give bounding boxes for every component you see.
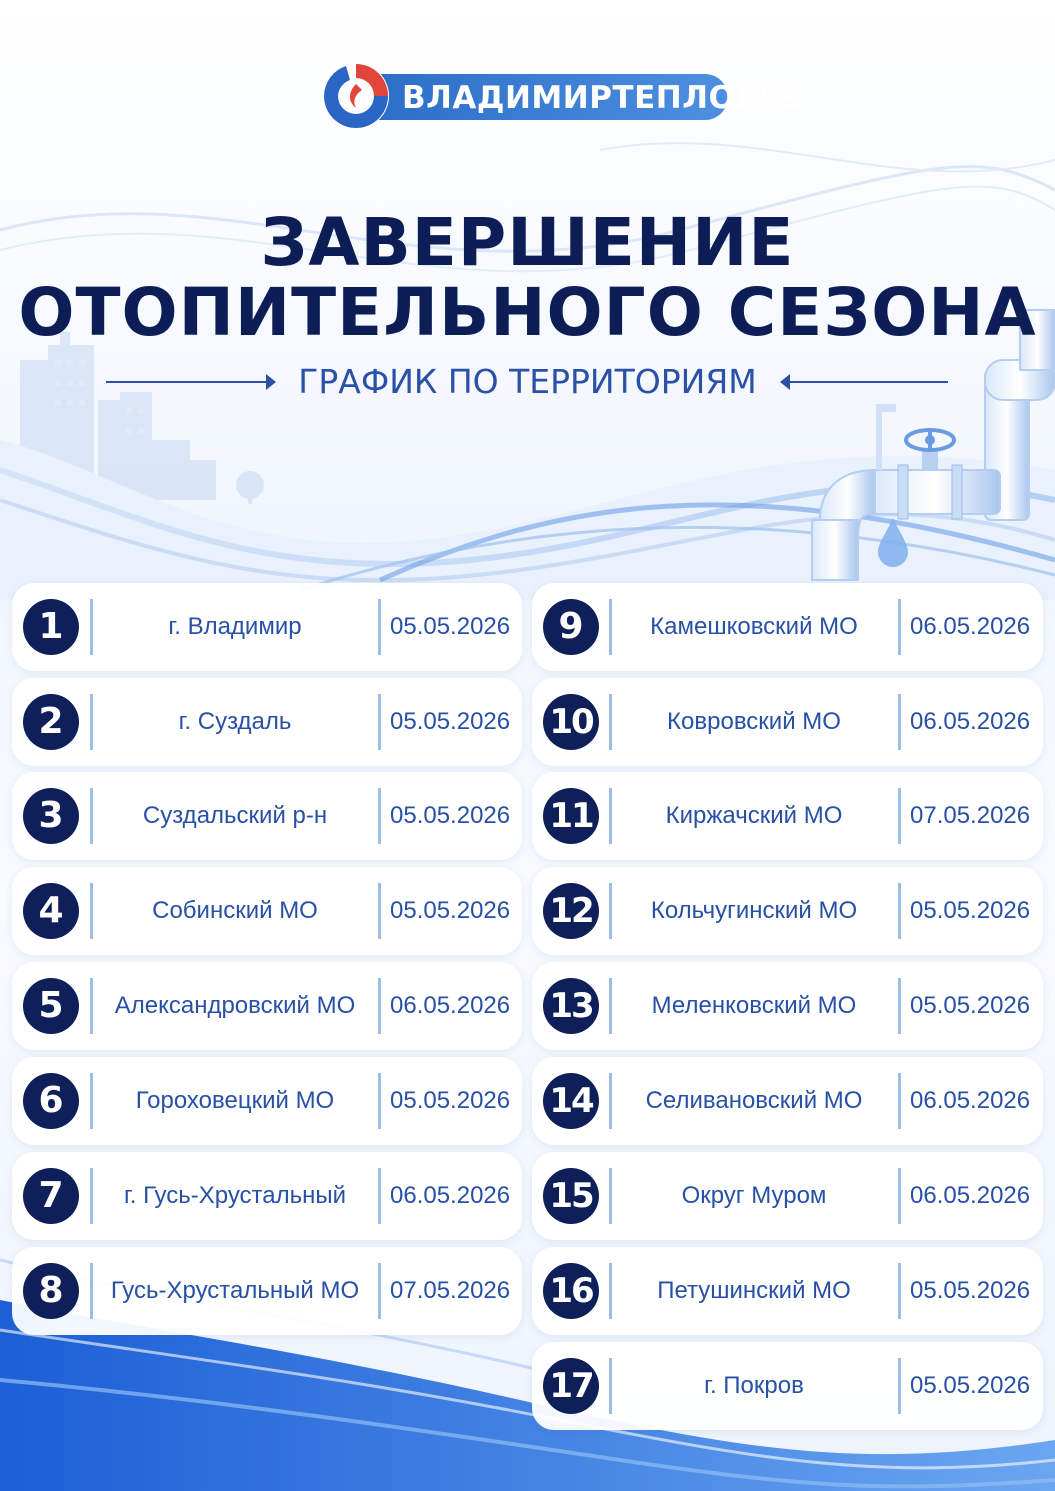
row-separator xyxy=(898,1263,901,1319)
row-number-badge: 5 xyxy=(23,978,79,1034)
territory-name: Гороховецкий МО xyxy=(135,1087,335,1114)
schedule-row xyxy=(12,678,522,766)
end-date: 05.05.2026 xyxy=(390,897,511,924)
row-separator xyxy=(378,883,381,939)
schedule-row xyxy=(532,583,1043,671)
end-date: 05.05.2026 xyxy=(390,613,511,640)
row-number-badge: 11 xyxy=(543,788,599,844)
page-title-line2: ОТОПИТЕЛЬНОГО СЕЗОНА xyxy=(18,274,1037,351)
end-date: 06.05.2026 xyxy=(390,1182,511,1209)
territory-name: Ковровский МО xyxy=(667,708,841,735)
territory-name: Собинский МО xyxy=(152,897,318,924)
territory-name: Кольчугинский МО xyxy=(650,897,858,924)
end-date: 05.05.2026 xyxy=(910,1277,1031,1304)
subtitle-row xyxy=(0,360,1055,404)
page-subtitle: ГРАФИК ПО ТЕРРИТОРИЯМ xyxy=(298,362,757,401)
schedule-row xyxy=(12,867,522,955)
row-separator xyxy=(90,1263,93,1319)
territory-name: Петушинский МО xyxy=(657,1277,851,1304)
row-separator xyxy=(609,694,612,750)
territory-name: Суздальский р-н xyxy=(142,802,328,829)
row-separator xyxy=(898,1168,901,1224)
end-date: 05.05.2026 xyxy=(390,708,511,735)
end-date: 06.05.2026 xyxy=(910,1182,1031,1209)
schedule-row xyxy=(12,772,522,860)
row-separator xyxy=(90,694,93,750)
row-separator xyxy=(90,883,93,939)
row-separator xyxy=(898,599,901,655)
row-separator xyxy=(898,694,901,750)
territory-name: г. Покров xyxy=(704,1372,804,1399)
territory-name: г. Гусь-Хрустальный xyxy=(123,1182,347,1209)
schedule-row xyxy=(12,583,522,671)
territory-name: Округ Муром xyxy=(681,1182,827,1209)
row-separator xyxy=(609,788,612,844)
end-date: 05.05.2026 xyxy=(910,992,1031,1019)
territory-name: Александровский МО xyxy=(114,992,356,1019)
end-date: 05.05.2026 xyxy=(910,897,1031,924)
row-number-badge: 4 xyxy=(23,883,79,939)
row-number-badge: 2 xyxy=(23,694,79,750)
row-separator xyxy=(898,1358,901,1414)
row-number-badge: 14 xyxy=(543,1073,599,1129)
row-number-badge: 3 xyxy=(23,788,79,844)
end-date: 06.05.2026 xyxy=(910,613,1031,640)
schedule-row xyxy=(532,867,1043,955)
row-separator xyxy=(90,1073,93,1129)
row-number-badge: 8 xyxy=(23,1263,79,1319)
row-separator xyxy=(609,1073,612,1129)
row-separator xyxy=(378,599,381,655)
row-separator xyxy=(378,1073,381,1129)
row-number-badge: 9 xyxy=(543,599,599,655)
left-arrow-head-icon xyxy=(780,374,790,390)
row-separator xyxy=(609,978,612,1034)
row-separator xyxy=(378,1263,381,1319)
schedule-row xyxy=(532,1342,1043,1430)
row-separator xyxy=(378,978,381,1034)
row-separator xyxy=(898,978,901,1034)
territory-name: Камешковский МО xyxy=(650,613,858,640)
schedule-row xyxy=(12,1057,522,1145)
right-arrow-line xyxy=(790,381,948,383)
schedule-row xyxy=(532,1152,1043,1240)
schedule-row xyxy=(532,1247,1043,1335)
territory-name: г. Владимир xyxy=(168,613,302,640)
row-separator xyxy=(609,1263,612,1319)
row-number-badge: 13 xyxy=(543,978,599,1034)
schedule-row xyxy=(12,1152,522,1240)
schedule-row xyxy=(12,1247,522,1335)
row-number-badge: 17 xyxy=(543,1358,599,1414)
territory-name: Гусь-Хрустальный МО xyxy=(110,1277,360,1304)
schedule-row xyxy=(532,678,1043,766)
end-date: 06.05.2026 xyxy=(910,708,1031,735)
schedule-row xyxy=(532,772,1043,860)
row-separator xyxy=(378,694,381,750)
row-separator xyxy=(90,978,93,1034)
logo-emblem-icon xyxy=(322,62,390,130)
page-title-line1: ЗАВЕРШЕНИЕ xyxy=(260,204,795,281)
row-separator xyxy=(609,883,612,939)
row-number-badge: 7 xyxy=(23,1168,79,1224)
logo-text: ВЛАДИМИРТЕПЛОГАЗ xyxy=(402,80,803,116)
row-separator xyxy=(378,788,381,844)
end-date: 05.05.2026 xyxy=(390,802,511,829)
territory-name: г. Суздаль xyxy=(178,708,292,735)
logo xyxy=(0,62,1055,132)
end-date: 06.05.2026 xyxy=(910,1087,1031,1114)
end-date: 07.05.2026 xyxy=(910,802,1031,829)
end-date: 06.05.2026 xyxy=(390,992,511,1019)
territory-name: Селивановский МО xyxy=(645,1087,863,1114)
row-separator xyxy=(378,1168,381,1224)
end-date: 05.05.2026 xyxy=(390,1087,511,1114)
row-number-badge: 15 xyxy=(543,1168,599,1224)
territory-name: Киржачский МО xyxy=(665,802,843,829)
row-separator xyxy=(898,1073,901,1129)
row-separator xyxy=(90,788,93,844)
row-number-badge: 16 xyxy=(543,1263,599,1319)
row-separator xyxy=(898,788,901,844)
territory-name: Меленковский МО xyxy=(651,992,857,1019)
row-separator xyxy=(898,883,901,939)
end-date: 07.05.2026 xyxy=(390,1277,511,1304)
row-number-badge: 10 xyxy=(543,694,599,750)
row-separator xyxy=(90,599,93,655)
row-separator xyxy=(609,1168,612,1224)
schedule-row xyxy=(12,962,522,1050)
row-number-badge: 1 xyxy=(23,599,79,655)
row-number-badge: 12 xyxy=(543,883,599,939)
row-separator xyxy=(609,1358,612,1414)
end-date: 05.05.2026 xyxy=(910,1372,1031,1399)
row-separator xyxy=(609,599,612,655)
row-separator xyxy=(90,1168,93,1224)
schedule-row xyxy=(532,962,1043,1050)
row-number-badge: 6 xyxy=(23,1073,79,1129)
schedule-row xyxy=(532,1057,1043,1145)
